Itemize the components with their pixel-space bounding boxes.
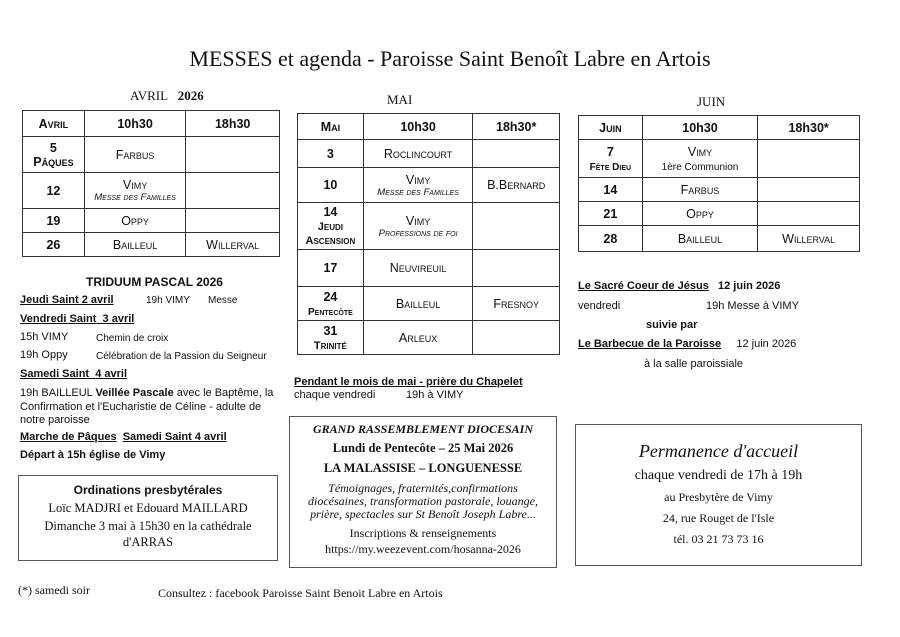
- date-feast: Trinité: [313, 339, 347, 352]
- ordinations-title: Ordinations presbytérales: [73, 483, 223, 497]
- avril-heading: [130, 88, 204, 104]
- table-row: [298, 287, 560, 321]
- mai-heading: MAI: [387, 92, 413, 107]
- ordinations-box: [18, 475, 278, 561]
- veillee-time: 19h BAILLEUL: [20, 387, 93, 399]
- date-cell: [23, 137, 85, 173]
- ordinations-line-1: Dimanche 3 mai à 15h30 en la cathédrale: [44, 519, 252, 533]
- date-cell: 10: [298, 168, 364, 203]
- morning-mass-cell: Neuvireuil: [363, 250, 473, 287]
- veillee-pascale-line: [20, 387, 273, 399]
- marche-paques-date: Samedi Saint 4 avril: [122, 431, 227, 443]
- evening-mass-cell: B.Bernard: [473, 168, 560, 203]
- date-number: 24: [323, 289, 338, 304]
- permanence-address: 24, rue Rouget de l'Isle: [662, 511, 775, 525]
- rassemblement-desc-3: prière, spectacles sur St Benoît Joseph Labre...: [310, 507, 536, 521]
- evening-mass-cell: [186, 173, 280, 209]
- juin-col-header-evening: 18h30*: [758, 116, 860, 140]
- permanence-when: chaque vendredi de 17h à 19h: [634, 468, 803, 483]
- table-row: [298, 140, 560, 168]
- vendredi-saint-desc-1: Chemin de croix: [96, 333, 169, 344]
- ordinations-line-2: d'ARRAS: [122, 535, 174, 549]
- mass-note: Professions de foi: [378, 227, 458, 239]
- page-title: MESSES et agenda - Paroisse Saint Benoît Labre en Artois: [189, 46, 711, 71]
- avril-col-header-evening: 18h30: [186, 111, 280, 137]
- date-cell: 21: [579, 202, 643, 226]
- morning-mass-cell: [363, 168, 473, 203]
- chapelet-time: 19h à VIMY: [406, 389, 464, 401]
- morning-mass-cell: [363, 203, 473, 250]
- date-number: 7: [606, 144, 614, 159]
- table-row: [23, 137, 280, 173]
- marche-paques-line: [20, 431, 227, 443]
- table-row: [23, 233, 280, 257]
- vendredi-saint-time-2: 19h Oppy: [20, 349, 68, 361]
- table-row: [298, 321, 560, 355]
- evening-mass-cell: Willerval: [186, 233, 280, 257]
- juin-col-header-date: Juin: [579, 116, 643, 140]
- mai-col-header-morning: 10h30: [363, 114, 473, 140]
- table-row: [23, 173, 280, 209]
- date-cell: 28: [579, 226, 643, 252]
- mai-col-header-date: Mai: [298, 114, 364, 140]
- table-row: [298, 203, 560, 250]
- mass-location: Vimy: [405, 213, 431, 228]
- jeudi-saint-label: Jeudi Saint 2 avril: [20, 294, 114, 306]
- morning-mass-cell: [84, 173, 186, 209]
- date-cell: 12: [23, 173, 85, 209]
- rassemblement-url[interactable]: https://my.weezevent.com/hosanna-2026: [325, 542, 521, 556]
- date-cell: 14: [579, 178, 643, 202]
- evening-mass-cell: [473, 203, 560, 250]
- date-number: 5: [49, 140, 57, 155]
- evening-mass-cell: [473, 140, 560, 168]
- morning-mass-cell: Farbus: [642, 178, 758, 202]
- table-row: [23, 209, 280, 233]
- rassemblement-inscriptions: Inscriptions & renseignements: [349, 526, 497, 540]
- veillee-line-3: notre paroisse: [20, 414, 90, 426]
- evening-mass-cell: [758, 178, 860, 202]
- avril-col-header-morning: 10h30: [84, 111, 186, 137]
- barbecue-date: 12 juin 2026: [736, 338, 797, 350]
- sacre-coeur-line: [578, 280, 780, 292]
- evening-mass-cell: [758, 140, 860, 178]
- mai-header-row: [298, 114, 560, 140]
- morning-mass-cell: Farbus: [84, 137, 186, 173]
- avril-heading-label: AVRIL: [130, 88, 169, 103]
- morning-mass-cell: Oppy: [84, 209, 186, 233]
- date-cell: [298, 287, 364, 321]
- suivie-par: suivie par: [646, 319, 698, 331]
- mass-location: Vimy: [405, 172, 431, 187]
- date-cell: [579, 140, 643, 178]
- barbecue-line: [578, 338, 796, 350]
- date-cell: 3: [298, 140, 364, 168]
- morning-mass-cell: Bailleul: [363, 287, 473, 321]
- evening-mass-cell: [186, 137, 280, 173]
- vendredi-saint-desc-2: Célébration de la Passion du Seigneur: [96, 351, 267, 362]
- rassemblement-desc-1: Témoignages, fraternités,confirmations: [328, 481, 518, 495]
- date-feast: Jeudi Ascension: [305, 221, 356, 247]
- avril-heading-year: 2026: [177, 88, 204, 103]
- table-row: [579, 178, 860, 202]
- avril-table: [22, 110, 280, 257]
- date-cell: 17: [298, 250, 364, 287]
- evening-mass-cell: [473, 250, 560, 287]
- permanence-title: Permanence d'accueil: [638, 441, 799, 461]
- date-feast: Fête Dieu: [589, 161, 632, 173]
- juin-col-header-morning: 10h30: [642, 116, 758, 140]
- evening-mass-cell: [473, 321, 560, 355]
- evening-mass-cell: [758, 202, 860, 226]
- footer-note: (*) samedi soir: [18, 583, 90, 597]
- vendredi-saint-label: Vendredi Saint 3 avril: [20, 313, 135, 325]
- chapelet-when: chaque vendredi: [294, 389, 376, 401]
- mass-location: Vimy: [122, 178, 148, 192]
- rassemblement-title: GRAND RASSEMBLEMENT DIOCESAIN: [312, 422, 534, 436]
- table-row: [579, 140, 860, 178]
- mass-note: Messe des Familles: [94, 192, 176, 203]
- morning-mass-cell: Oppy: [642, 202, 758, 226]
- samedi-saint-label: Samedi Saint 4 avril: [20, 368, 128, 380]
- jeudi-saint-line: [20, 294, 280, 306]
- mass-note: 1ère Communion: [661, 161, 739, 173]
- date-number: 14: [323, 205, 338, 219]
- morning-mass-cell: [642, 140, 758, 178]
- morning-mass-cell: Bailleul: [84, 233, 186, 257]
- table-row: [579, 226, 860, 252]
- permanence-box: [575, 424, 862, 566]
- morning-mass-cell: Bailleul: [642, 226, 758, 252]
- mass-note: Messe des Familles: [377, 186, 459, 198]
- date-cell: 19: [23, 209, 85, 233]
- jeudi-saint-type: Messe: [208, 295, 238, 306]
- date-cell: [298, 321, 364, 355]
- table-row: [579, 202, 860, 226]
- morning-mass-cell: Roclincourt: [363, 140, 473, 168]
- date-cell: [298, 203, 364, 250]
- evening-mass-cell: Willerval: [758, 226, 860, 252]
- mass-location: Vimy: [687, 144, 713, 159]
- rassemblement-desc: [290, 482, 556, 521]
- juin-header-row: [579, 116, 860, 140]
- sacre-coeur-title: Le Sacré Coeur de Jésus: [578, 280, 709, 292]
- sacre-coeur-time: 19h Messe à VIMY: [706, 300, 799, 312]
- juin-heading: JUIN: [697, 94, 726, 109]
- permanence-where: au Presbytère de Vimy: [664, 490, 773, 504]
- mai-col-header-evening: 18h30*: [473, 114, 560, 140]
- triduum-title: TRIDUUM PASCAL 2026: [86, 275, 223, 289]
- morning-mass-cell: Arleux: [363, 321, 473, 355]
- evening-mass-cell: Fresnoy: [473, 287, 560, 321]
- avril-col-header-date: Avril: [23, 111, 85, 137]
- date-cell: 26: [23, 233, 85, 257]
- barbecue-title: Le Barbecue de la Paroisse: [578, 338, 722, 350]
- depart-line: Départ à 15h église de Vimy: [20, 449, 166, 461]
- rassemblement-box: [289, 416, 557, 568]
- mai-table: [297, 113, 560, 355]
- date-number: 31: [323, 323, 338, 338]
- table-row: [298, 168, 560, 203]
- table-row: [298, 250, 560, 287]
- rassemblement-desc-2: diocésaines, transformation pastorale, louange,: [308, 494, 538, 508]
- date-feast: Pâques: [33, 154, 74, 169]
- avril-header-row: [23, 111, 280, 137]
- sacre-coeur-day: vendredi: [578, 300, 621, 312]
- evening-mass-cell: [186, 209, 280, 233]
- footer-consult: Consultez : facebook Paroisse Saint Benoit Labre en Artois: [158, 586, 443, 600]
- rassemblement-date: Lundi de Pentecôte – 25 Mai 2026: [332, 441, 514, 455]
- marche-paques-label: Marche de Pâques: [20, 431, 117, 443]
- veillee-label: Veillée Pascale: [95, 387, 174, 399]
- barbecue-lieu: à la salle paroissiale: [644, 358, 744, 370]
- permanence-phone: tél. 03 21 73 73 16: [673, 532, 764, 546]
- date-feast: Pentecôte: [308, 306, 353, 318]
- sacre-coeur-date: 12 juin 2026: [718, 280, 781, 292]
- jeudi-saint-time: 19h VIMY: [146, 295, 190, 306]
- juin-table: [578, 115, 860, 252]
- veillee-line-2: Confirmation et l'Eucharistie de Céline - adulte de: [20, 401, 262, 413]
- rassemblement-place: LA MALASSISE – LONGUENESSE: [323, 461, 523, 475]
- ordinations-names: Loïc MADJRI et Edouard MAILLARD: [48, 501, 248, 515]
- veillee-rest: avec le Baptême, la: [176, 387, 274, 399]
- vendredi-saint-time-1: 15h VIMY: [20, 331, 69, 343]
- chapelet-title: Pendant le mois de mai - prière du Chapelet: [294, 376, 523, 388]
